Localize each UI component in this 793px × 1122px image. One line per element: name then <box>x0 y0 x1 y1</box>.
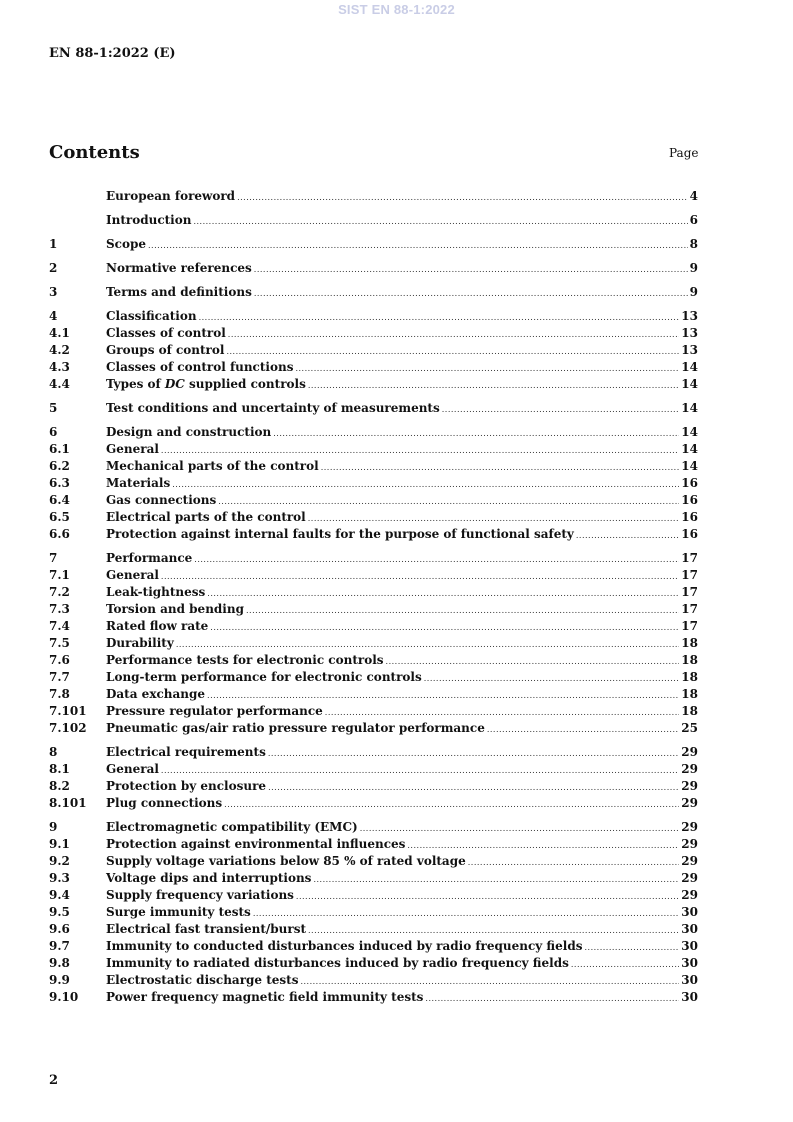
dot-leader <box>321 459 680 476</box>
toc-entry-page: 30 <box>681 905 698 919</box>
dot-leader <box>161 568 679 585</box>
toc-entry-number: 6.5 <box>49 510 70 524</box>
toc-entry-page: 29 <box>681 796 698 810</box>
toc-entry[interactable] <box>49 652 698 669</box>
toc-group <box>49 819 698 1006</box>
toc-entry-title: European foreword <box>106 189 236 203</box>
toc-entry-title: Supply voltage variations below 85 % of rated voltage <box>106 854 466 868</box>
contents-title: Contents <box>49 142 140 163</box>
toc-entry[interactable] <box>49 618 698 635</box>
toc-entry-number: 7.1 <box>49 568 70 582</box>
dot-leader <box>296 888 679 905</box>
watermark: SIST EN 88-1:2022 <box>338 2 455 17</box>
toc-entry-title: Materials <box>106 476 171 490</box>
toc-entry[interactable] <box>49 284 698 301</box>
toc-entry-number: 7 <box>49 551 58 565</box>
toc-entry[interactable] <box>49 567 698 584</box>
toc-entry-number: 7.102 <box>49 721 87 735</box>
toc-entry-number: 2 <box>49 261 58 275</box>
dot-leader <box>308 377 679 394</box>
toc-entry[interactable] <box>49 441 698 458</box>
toc-entry-number: 3 <box>49 285 58 299</box>
dot-leader <box>172 476 679 493</box>
dot-leader <box>246 602 679 619</box>
toc-entry-page: 17 <box>681 585 698 599</box>
toc-group <box>49 744 698 812</box>
toc-entry-number: 9.5 <box>49 905 70 919</box>
toc-entry-title: Long-term performance for electronic controls <box>106 670 422 684</box>
toc-entry[interactable] <box>49 761 698 778</box>
toc-entry-number: 7.3 <box>49 602 70 616</box>
toc-entry-page: 16 <box>681 476 698 490</box>
toc-entry-page: 29 <box>681 854 698 868</box>
toc-entry-page: 30 <box>681 956 698 970</box>
toc-entry-number: 7.4 <box>49 619 70 633</box>
toc-group <box>49 550 698 737</box>
toc-entry-page: 18 <box>681 670 698 684</box>
dot-leader <box>360 820 680 837</box>
dot-leader <box>207 687 679 704</box>
dot-leader <box>161 762 679 779</box>
toc-entry-title: Design and construction <box>106 425 272 439</box>
toc-entry[interactable] <box>49 870 698 887</box>
toc-entry-page: 30 <box>681 922 698 936</box>
toc-entry-number: 4.1 <box>49 326 70 340</box>
toc-entry[interactable] <box>49 475 698 492</box>
toc-entry[interactable] <box>49 703 698 720</box>
dot-leader <box>424 670 680 687</box>
page-number: 2 <box>49 1073 59 1088</box>
dot-leader <box>199 309 680 326</box>
toc-entry-title: Leak-tightness <box>106 585 206 599</box>
toc-entry-title: Performance tests for electronic controls <box>106 653 384 667</box>
toc-entry-page: 25 <box>681 721 698 735</box>
toc-entry-page: 29 <box>681 837 698 851</box>
toc-entry-title: Gas connections <box>106 493 217 507</box>
dot-leader <box>325 704 680 721</box>
toc-entry-page: 14 <box>681 360 698 374</box>
dot-leader <box>254 261 688 278</box>
toc-entry-number: 7.7 <box>49 670 70 684</box>
toc-entry[interactable] <box>49 424 698 441</box>
toc-entry-number: 9.2 <box>49 854 70 868</box>
toc-entry-number: 4 <box>49 309 58 323</box>
toc-entry[interactable] <box>49 921 698 938</box>
toc-entry-number: 6.4 <box>49 493 70 507</box>
table-of-contents <box>49 188 698 1013</box>
toc-entry[interactable] <box>49 458 698 475</box>
toc-entry-page: 18 <box>681 704 698 718</box>
dot-leader <box>237 189 688 206</box>
toc-entry-number: 4.4 <box>49 377 70 391</box>
toc-entry-title: Terms and definitions <box>106 285 252 299</box>
toc-entry-page: 29 <box>681 820 698 834</box>
toc-entry-title: Electrostatic discharge tests <box>106 973 299 987</box>
dot-leader <box>228 326 680 343</box>
toc-entry-title: Electrical parts of the control <box>106 510 306 524</box>
toc-entry-page: 30 <box>681 990 698 1004</box>
toc-entry-page: 29 <box>681 779 698 793</box>
toc-entry-page: 13 <box>681 309 698 323</box>
toc-entry-title: Electrical fast transient/burst <box>106 922 307 936</box>
dot-leader <box>224 796 679 813</box>
toc-entry-page: 17 <box>681 568 698 582</box>
toc-entry-page: 18 <box>681 636 698 650</box>
toc-entry[interactable] <box>49 744 698 761</box>
dot-leader <box>161 442 679 459</box>
toc-group <box>49 308 698 393</box>
toc-entry[interactable] <box>49 342 698 359</box>
toc-entry-title: Torsion and bending <box>106 602 244 616</box>
toc-entry-page: 9 <box>689 261 698 275</box>
toc-entry[interactable] <box>49 836 698 853</box>
toc-entry-page: 16 <box>681 510 698 524</box>
toc-entry[interactable] <box>49 359 698 376</box>
toc-entry-number: 7.101 <box>49 704 87 718</box>
toc-entry-number: 6.3 <box>49 476 70 490</box>
toc-entry[interactable] <box>49 188 698 205</box>
toc-entry-page: 30 <box>681 939 698 953</box>
dot-leader <box>194 551 679 568</box>
toc-entry-title: Test conditions and uncertainty of measurements <box>106 401 440 415</box>
toc-entry-number: 6.1 <box>49 442 70 456</box>
toc-entry-page: 14 <box>681 401 698 415</box>
dot-leader <box>487 721 679 738</box>
toc-entry[interactable] <box>49 308 698 325</box>
toc-entry[interactable] <box>49 509 698 526</box>
toc-entry[interactable] <box>49 376 698 393</box>
toc-group <box>49 424 698 543</box>
toc-entry[interactable] <box>49 400 698 417</box>
toc-entry-title: Pneumatic gas/air ratio pressure regulator performance <box>106 721 485 735</box>
toc-entry-page: 9 <box>689 285 698 299</box>
page-column-label: Page <box>669 146 699 160</box>
toc-entry-title: Plug connections <box>106 796 223 810</box>
dot-leader <box>253 905 679 922</box>
toc-entry-number: 9.9 <box>49 973 70 987</box>
toc-entry-title: Electromagnetic compatibility (EMC) <box>106 820 358 834</box>
toc-entry-title: Protection against internal faults for the purpose of functional safety <box>106 527 574 541</box>
toc-entry-page: 18 <box>681 653 698 667</box>
dot-leader <box>571 956 679 973</box>
toc-group <box>49 284 698 301</box>
toc-group <box>49 188 698 205</box>
toc-entry-page: 17 <box>681 551 698 565</box>
toc-entry-number: 8.1 <box>49 762 70 776</box>
toc-group <box>49 236 698 253</box>
toc-entry-number: 9.6 <box>49 922 70 936</box>
toc-entry-number: 9.10 <box>49 990 79 1004</box>
toc-entry-number: 8.2 <box>49 779 70 793</box>
dot-leader <box>273 425 679 442</box>
toc-entry[interactable] <box>49 550 698 567</box>
toc-entry[interactable] <box>49 635 698 652</box>
toc-entry-number: 9.4 <box>49 888 70 902</box>
dot-leader <box>193 213 687 230</box>
toc-entry[interactable] <box>49 778 698 795</box>
toc-entry-page: 17 <box>681 619 698 633</box>
toc-entry[interactable] <box>49 938 698 955</box>
toc-entry-number: 7.8 <box>49 687 70 701</box>
toc-entry-number: 5 <box>49 401 58 415</box>
toc-entry[interactable] <box>49 669 698 686</box>
toc-entry[interactable] <box>49 904 698 921</box>
toc-group <box>49 260 698 277</box>
toc-entry[interactable] <box>49 819 698 836</box>
dot-leader <box>148 237 688 254</box>
toc-entry-title: Voltage dips and interruptions <box>106 871 312 885</box>
toc-entry[interactable] <box>49 795 698 812</box>
dot-leader <box>308 922 679 939</box>
toc-entry-number: 7.6 <box>49 653 70 667</box>
toc-entry-title: Pressure regulator performance <box>106 704 323 718</box>
dot-leader <box>308 510 680 527</box>
toc-entry-number: 8.101 <box>49 796 87 810</box>
toc-entry-page: 8 <box>689 237 698 251</box>
toc-entry[interactable] <box>49 236 698 253</box>
toc-entry-title: Power frequency magnetic field immunity tests <box>106 990 424 1004</box>
toc-entry-title: Mechanical parts of the control <box>106 459 319 473</box>
toc-entry-title: Durability <box>106 636 174 650</box>
toc-entry[interactable] <box>49 601 698 618</box>
toc-entry-title: Performance <box>106 551 193 565</box>
toc-entry[interactable] <box>49 887 698 904</box>
toc-entry-page: 18 <box>681 687 698 701</box>
toc-entry-page: 14 <box>681 377 698 391</box>
toc-entry[interactable] <box>49 853 698 870</box>
dot-leader <box>226 343 679 360</box>
dot-leader <box>585 939 680 956</box>
toc-entry-number: 9.1 <box>49 837 70 851</box>
toc-entry-page: 29 <box>681 745 698 759</box>
dot-leader <box>176 636 679 653</box>
toc-entry-title: General <box>106 442 159 456</box>
toc-entry-title: Protection against environmental influences <box>106 837 406 851</box>
toc-entry[interactable] <box>49 972 698 989</box>
toc-entry-number: 9.8 <box>49 956 70 970</box>
toc-entry-page: 17 <box>681 602 698 616</box>
toc-entry-number: 7.2 <box>49 585 70 599</box>
toc-entry[interactable] <box>49 212 698 229</box>
toc-entry-page: 16 <box>681 493 698 507</box>
toc-entry-title: Supply frequency variations <box>106 888 294 902</box>
toc-entry[interactable] <box>49 720 698 737</box>
dot-leader <box>576 527 679 544</box>
toc-entry-title: Protection by enclosure <box>106 779 267 793</box>
toc-entry-number: 4.2 <box>49 343 70 357</box>
toc-entry-page: 13 <box>681 343 698 357</box>
toc-entry-title: Classes of control functions <box>106 360 294 374</box>
toc-entry-title: General <box>106 568 159 582</box>
dot-leader <box>442 401 680 418</box>
document-id: EN 88-1:2022 (E) <box>49 46 176 61</box>
toc-entry-page: 29 <box>681 888 698 902</box>
dot-leader <box>300 973 679 990</box>
toc-entry[interactable] <box>49 686 698 703</box>
toc-entry-title: Normative references <box>106 261 252 275</box>
toc-entry-page: 30 <box>681 973 698 987</box>
toc-entry-title: Classes of control <box>106 326 226 340</box>
dot-leader <box>207 585 679 602</box>
toc-entry-page: 14 <box>681 442 698 456</box>
toc-group <box>49 212 698 229</box>
toc-entry-page: 14 <box>681 425 698 439</box>
toc-entry-title: Types of DC supplied controls <box>106 377 306 391</box>
toc-entry-title: Groups of control <box>106 343 225 357</box>
toc-entry-page: 14 <box>681 459 698 473</box>
toc-entry-page: 16 <box>681 527 698 541</box>
toc-entry[interactable] <box>49 955 698 972</box>
toc-entry-title: Data exchange <box>106 687 206 701</box>
toc-entry-number: 4.3 <box>49 360 70 374</box>
dot-leader <box>268 745 679 762</box>
dot-leader <box>268 779 679 796</box>
toc-entry-page: 13 <box>681 326 698 340</box>
toc-entry-number: 6 <box>49 425 58 439</box>
toc-entry-title: Classification <box>106 309 197 323</box>
toc-entry[interactable] <box>49 584 698 601</box>
dot-leader <box>218 493 679 510</box>
toc-entry[interactable] <box>49 989 698 1006</box>
toc-entry-page: 6 <box>689 213 698 227</box>
toc-entry-page: 4 <box>689 189 698 203</box>
dot-leader <box>313 871 679 888</box>
dot-leader <box>386 653 680 670</box>
toc-entry-title: Rated flow rate <box>106 619 209 633</box>
toc-entry-number: 6.2 <box>49 459 70 473</box>
toc-entry-number: 1 <box>49 237 58 251</box>
dot-leader <box>295 360 679 377</box>
toc-entry[interactable] <box>49 526 698 543</box>
toc-entry-number: 9 <box>49 820 58 834</box>
toc-group <box>49 400 698 417</box>
dot-leader <box>407 837 679 854</box>
toc-entry[interactable] <box>49 492 698 509</box>
toc-entry-title: Electrical requirements <box>106 745 266 759</box>
toc-entry-title: Immunity to conducted disturbances induced by radio frequency fields <box>106 939 583 953</box>
dot-leader <box>254 285 688 302</box>
toc-entry[interactable] <box>49 325 698 342</box>
toc-entry-number: 9.3 <box>49 871 70 885</box>
dot-leader <box>468 854 680 871</box>
toc-entry-title: General <box>106 762 159 776</box>
toc-entry-title: Introduction <box>106 213 192 227</box>
toc-entry-page: 29 <box>681 762 698 776</box>
dot-leader <box>425 990 679 1007</box>
toc-entry-title: Immunity to radiated disturbances induced by radio frequency fields <box>106 956 569 970</box>
toc-entry[interactable] <box>49 260 698 277</box>
toc-entry-title: Surge immunity tests <box>106 905 251 919</box>
toc-entry-page: 29 <box>681 871 698 885</box>
dot-leader <box>210 619 679 636</box>
toc-entry-number: 7.5 <box>49 636 70 650</box>
toc-entry-number: 9.7 <box>49 939 70 953</box>
toc-entry-number: 6.6 <box>49 527 70 541</box>
toc-entry-number: 8 <box>49 745 58 759</box>
toc-entry-title: Scope <box>106 237 147 251</box>
